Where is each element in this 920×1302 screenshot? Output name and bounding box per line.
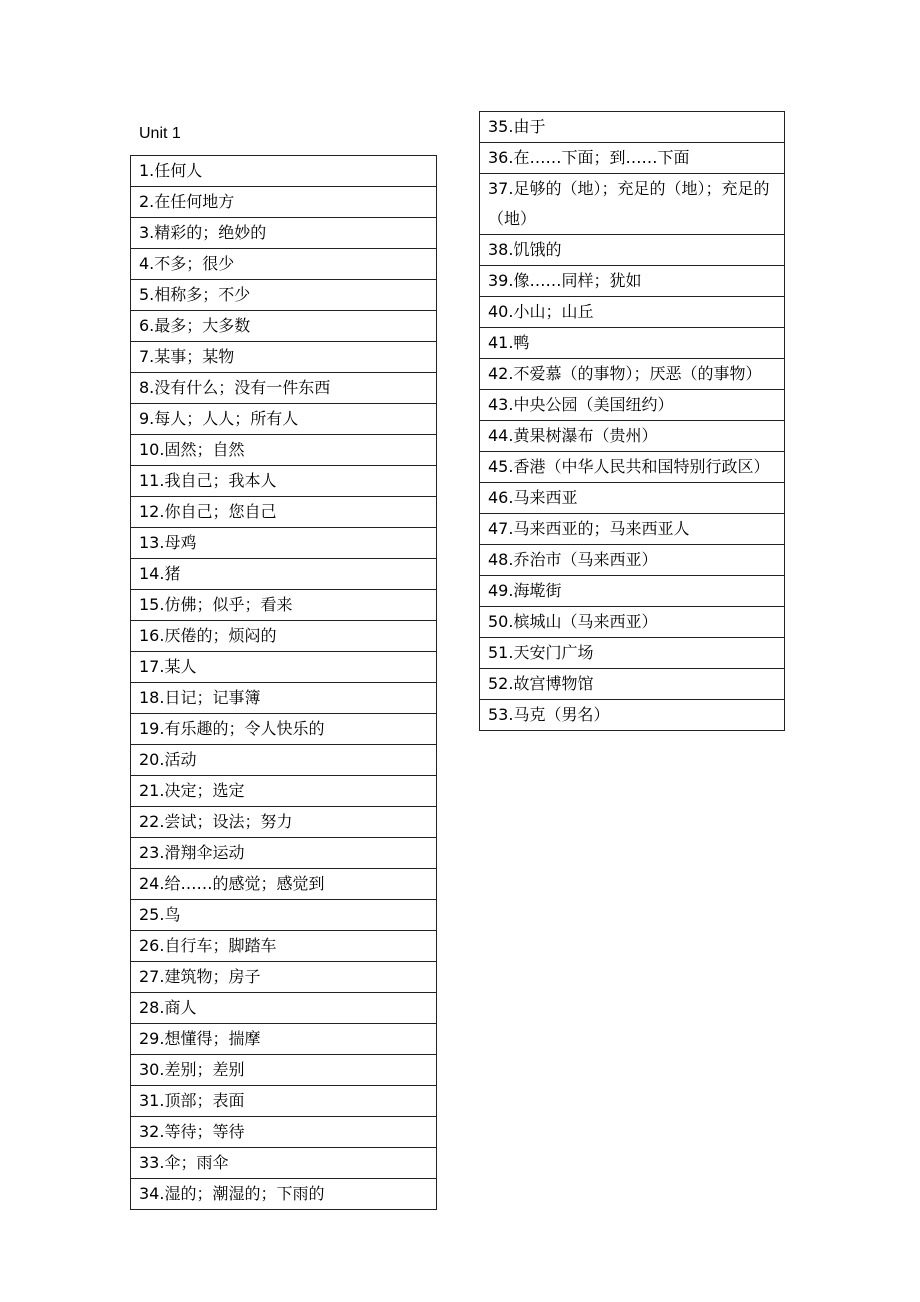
vocab-row xyxy=(131,931,437,962)
vocab-entry: 52.故宫博物馆 xyxy=(480,669,785,700)
vocab-entry: 13.母鸡 xyxy=(131,528,437,559)
vocab-row xyxy=(480,421,785,452)
vocab-row xyxy=(131,807,437,838)
vocab-row xyxy=(480,700,785,731)
vocab-row xyxy=(480,143,785,174)
vocab-entry: 5.相称多；不少 xyxy=(131,280,437,311)
vocab-entry: 42.不爱慕（的事物）；厌恶（的事物） xyxy=(480,359,785,390)
vocab-entry: 35.由于 xyxy=(480,112,785,143)
vocab-row xyxy=(480,669,785,700)
vocab-row xyxy=(480,359,785,390)
vocab-row xyxy=(480,328,785,359)
vocab-entry: 51.天安门广场 xyxy=(480,638,785,669)
vocab-table-right xyxy=(479,111,785,731)
vocab-row xyxy=(131,1024,437,1055)
vocab-row xyxy=(480,483,785,514)
vocab-entry: 3.精彩的；绝妙的 xyxy=(131,218,437,249)
vocab-row xyxy=(131,745,437,776)
vocab-entry: 34.湿的；潮湿的；下雨的 xyxy=(131,1179,437,1210)
vocab-row xyxy=(131,993,437,1024)
vocab-entry: 12.你自己；您自己 xyxy=(131,497,437,528)
vocab-row xyxy=(480,514,785,545)
vocab-entry: 47.马来西亚的；马来西亚人 xyxy=(480,514,785,545)
vocab-entry: 39.像……同样；犹如 xyxy=(480,266,785,297)
vocab-entry: 46.马来西亚 xyxy=(480,483,785,514)
vocab-row xyxy=(480,390,785,421)
vocab-row xyxy=(131,1086,437,1117)
vocab-entry: 11.我自己；我本人 xyxy=(131,466,437,497)
vocab-entry: 6.最多；大多数 xyxy=(131,311,437,342)
vocab-row xyxy=(131,838,437,869)
vocab-entry: 45.香港（中华人民共和国特别行政区） xyxy=(480,452,785,483)
vocab-row xyxy=(480,638,785,669)
vocab-entry: 20.活动 xyxy=(131,745,437,776)
vocab-entry: 26.自行车；脚踏车 xyxy=(131,931,437,962)
vocab-entry: 49.海墘街 xyxy=(480,576,785,607)
vocab-row xyxy=(131,156,437,187)
vocab-list-right xyxy=(480,112,785,731)
vocab-entry: 40.小山；山丘 xyxy=(480,297,785,328)
vocab-row xyxy=(131,714,437,745)
vocab-row xyxy=(131,218,437,249)
vocab-entry: 8.没有什么；没有一件东西 xyxy=(131,373,437,404)
vocab-entry: 1.任何人 xyxy=(131,156,437,187)
vocab-row xyxy=(131,590,437,621)
vocab-entry: 44.黄果树瀑布（贵州） xyxy=(480,421,785,452)
vocab-entry: 33.伞；雨伞 xyxy=(131,1148,437,1179)
vocab-entry: 22.尝试；设法；努力 xyxy=(131,807,437,838)
vocab-row xyxy=(480,266,785,297)
vocab-entry: 25.鸟 xyxy=(131,900,437,931)
vocab-row xyxy=(131,900,437,931)
vocab-row xyxy=(131,373,437,404)
vocab-row xyxy=(131,559,437,590)
unit-title: Unit 1 xyxy=(139,125,181,142)
vocab-entry: 23.滑翔伞运动 xyxy=(131,838,437,869)
vocab-entry: 18.日记；记事簿 xyxy=(131,683,437,714)
vocab-entry: 32.等待；等待 xyxy=(131,1117,437,1148)
vocab-row xyxy=(480,576,785,607)
vocab-entry: 41.鸭 xyxy=(480,328,785,359)
vocab-row xyxy=(131,497,437,528)
vocab-entry: 37.足够的（地）；充足的（地）；充足的（地） xyxy=(480,174,785,235)
vocab-row xyxy=(480,235,785,266)
vocab-entry: 7.某事；某物 xyxy=(131,342,437,373)
vocab-entry: 21.决定；选定 xyxy=(131,776,437,807)
vocab-entry: 2.在任何地方 xyxy=(131,187,437,218)
vocab-row xyxy=(480,297,785,328)
vocab-row xyxy=(131,1117,437,1148)
vocab-entry: 43.中央公园（美国纽约） xyxy=(480,390,785,421)
vocab-row xyxy=(131,1179,437,1210)
vocab-entry: 48.乔治市（马来西亚） xyxy=(480,545,785,576)
vocab-row xyxy=(480,607,785,638)
vocab-entry: 15.仿佛；似乎；看来 xyxy=(131,590,437,621)
vocab-row xyxy=(131,187,437,218)
vocab-row xyxy=(131,311,437,342)
vocab-row xyxy=(131,776,437,807)
vocab-entry: 29.想懂得；揣摩 xyxy=(131,1024,437,1055)
vocab-list-left xyxy=(131,156,437,1210)
vocab-entry: 53.马克（男名） xyxy=(480,700,785,731)
vocab-entry: 10.固然；自然 xyxy=(131,435,437,466)
vocab-entry: 14.猪 xyxy=(131,559,437,590)
vocab-row xyxy=(131,683,437,714)
vocab-row xyxy=(131,621,437,652)
vocab-entry: 27.建筑物；房子 xyxy=(131,962,437,993)
vocab-entry: 4.不多；很少 xyxy=(131,249,437,280)
vocab-row xyxy=(131,280,437,311)
vocab-row xyxy=(480,452,785,483)
vocab-entry: 50.槟城山（马来西亚） xyxy=(480,607,785,638)
vocab-row xyxy=(131,528,437,559)
vocab-row xyxy=(131,869,437,900)
vocab-row xyxy=(131,962,437,993)
vocab-table-left xyxy=(130,155,437,1210)
vocab-entry: 17.某人 xyxy=(131,652,437,683)
vocab-entry: 24.给……的感觉；感觉到 xyxy=(131,869,437,900)
vocab-row xyxy=(131,1055,437,1086)
vocab-row xyxy=(480,112,785,143)
vocab-row xyxy=(131,1148,437,1179)
vocab-row xyxy=(480,545,785,576)
vocab-row xyxy=(131,342,437,373)
vocab-row xyxy=(131,435,437,466)
vocab-row xyxy=(131,249,437,280)
vocab-entry: 19.有乐趣的；令人快乐的 xyxy=(131,714,437,745)
vocab-entry: 28.商人 xyxy=(131,993,437,1024)
vocab-row xyxy=(131,652,437,683)
vocab-entry: 31.顶部；表面 xyxy=(131,1086,437,1117)
vocab-row xyxy=(131,404,437,435)
vocab-entry: 30.差别；差别 xyxy=(131,1055,437,1086)
vocab-entry: 16.厌倦的；烦闷的 xyxy=(131,621,437,652)
vocab-row xyxy=(480,174,785,235)
vocab-entry: 38.饥饿的 xyxy=(480,235,785,266)
vocab-entry: 9.每人；人人；所有人 xyxy=(131,404,437,435)
vocab-entry: 36.在……下面；到……下面 xyxy=(480,143,785,174)
vocab-row xyxy=(131,466,437,497)
